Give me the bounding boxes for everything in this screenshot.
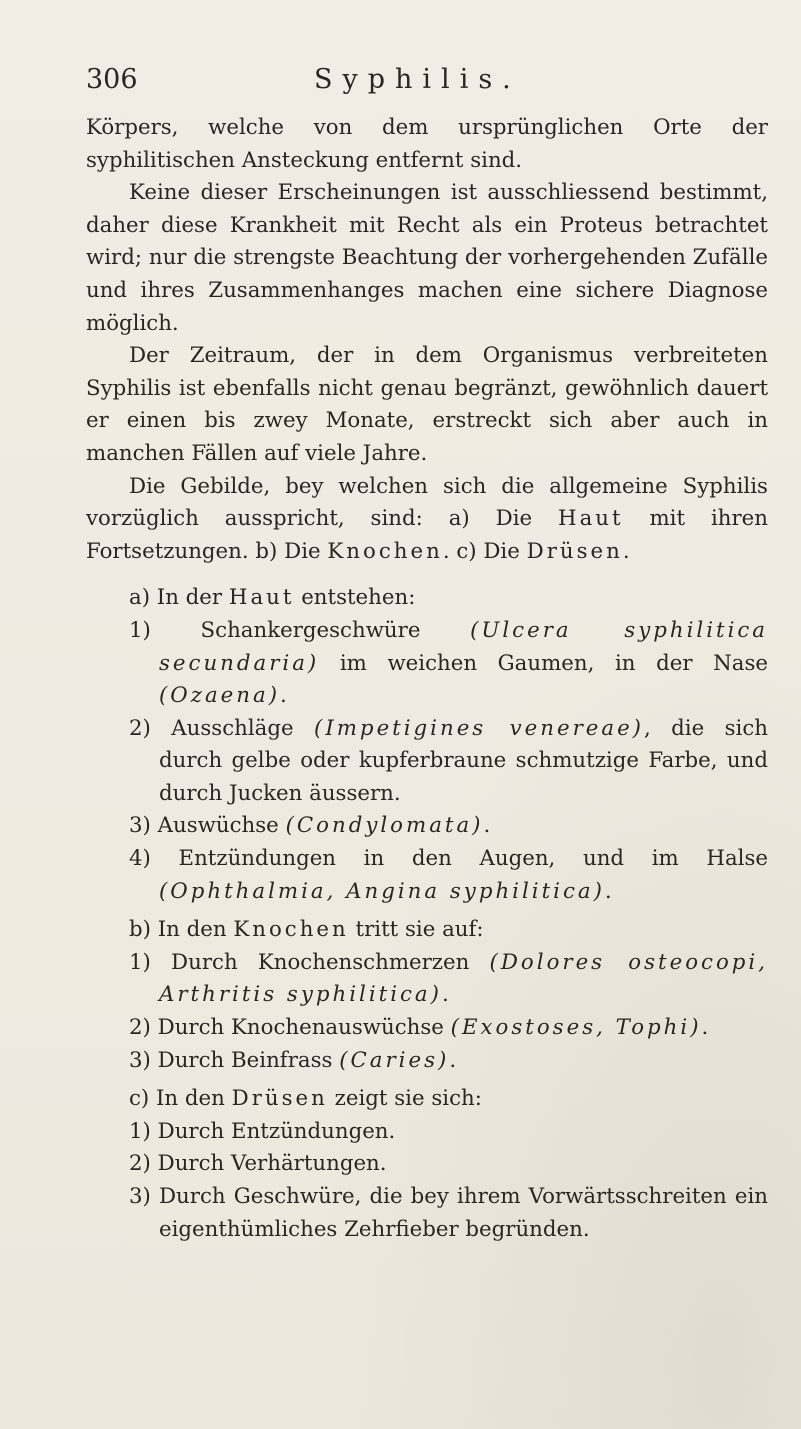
section-glands-heading [86, 1083, 768, 1116]
tissues-text-b: mit ihren Fortsetzungen. b) Die [86, 506, 768, 564]
page-number: 306 [86, 64, 138, 95]
body-text [86, 112, 768, 1246]
item-number: 3) [129, 1184, 151, 1209]
section-glands-list [86, 1116, 768, 1246]
section-skin-heading [86, 582, 768, 615]
section-skin-heading-word: Haut [228, 585, 295, 611]
item-text: Durch Beinfrass [157, 1047, 340, 1073]
item-latin: (Ulcera syphilitica secundaria) [159, 617, 768, 676]
tissues-text-a: Die Gebilde, bey welchen sich die allgemeine Syphilis vorzüglich ausspricht, sind: a) Die [86, 473, 768, 532]
paragraph-diagnosis: Keine dieser Erscheinungen ist ausschliessend bestimmt, daher diese Krankheit mit Recht als ein Proteus betrachtet wird; nur die strengste Beachtung der vorhergehenden Zufälle und ihres Zusammenhanges machen eine sichere Diagnose möglich. [86, 180, 768, 336]
item-text: Entzündungen in den Augen, und im Halse [178, 846, 768, 872]
item-number: 1) [129, 617, 151, 643]
list-item [129, 1045, 768, 1078]
item-text: Auswüchse [157, 813, 286, 839]
section-glands-heading-pre: c) In den [129, 1086, 232, 1112]
item-latin: (Dolores osteocopi, Arthritis syphilitica) [159, 949, 768, 1008]
item-latin: (Exostoses, Tophi) [450, 1015, 702, 1041]
list-item [129, 810, 768, 843]
tissue-bones: Knochen [327, 538, 443, 564]
item-text: Durch Knochenschmerzen [171, 949, 490, 975]
item-text: Durch Verhärtungen. [157, 1151, 387, 1177]
section-bones-heading-post: tritt sie auf: [348, 917, 484, 943]
section-bones-heading-word: Knochen [233, 917, 349, 943]
item-text-post: im weichen Gaumen, in der Nase [319, 650, 768, 676]
item-number: 1) [129, 1118, 151, 1144]
list-item [129, 1116, 768, 1149]
item-text: Schankergeschwüre [200, 617, 471, 643]
tissue-glands: Drüsen [526, 538, 623, 564]
paragraph-continuation: Körpers, welche von dem ursprünglichen Orte der syphilitischen Ansteckung entfernt sind. [86, 115, 768, 173]
list-item [129, 615, 768, 713]
section-glands-heading-post: zeigt sie sich: [327, 1086, 482, 1112]
page-header [86, 64, 741, 104]
section-skin-heading-pre: a) In der [129, 585, 229, 611]
item-number: 2) [129, 715, 151, 741]
item-text-post: . [604, 878, 612, 904]
item-number: 3) [129, 813, 151, 839]
paragraph-tissues [86, 471, 768, 569]
item-number: 3) [129, 1047, 151, 1073]
section-skin-heading-post: entstehen: [294, 585, 416, 611]
paragraph-duration: Der Zeitraum, der in dem Organismus verbreiteten Syphilis ist ebenfalls nicht genau begränzt, gewöhnlich dauert er einen bis zwey Monate, erstreckt sich aber auch in manchen Fällen auf viele Jahre. [86, 343, 768, 466]
item-text: Durch Entzündungen. [157, 1118, 396, 1144]
running-title: Syphilis. [314, 64, 521, 95]
item-text-post: . [441, 982, 449, 1008]
list-item [129, 1012, 768, 1045]
section-skin-list [86, 615, 768, 908]
section-bones-heading [86, 914, 768, 947]
item-latin: (Condylomata) [285, 813, 484, 839]
tissues-text-end: . [622, 538, 630, 564]
item-latin: (Caries) [339, 1047, 450, 1073]
item-text: Ausschläge [171, 715, 315, 741]
item-latin-2: (Ozaena) [159, 683, 281, 709]
item-number: 4) [129, 846, 151, 872]
item-number: 1) [129, 949, 151, 975]
list-item [129, 843, 768, 908]
item-text-post: . [449, 1047, 457, 1073]
item-text-post: . [483, 813, 491, 839]
list-item [129, 1181, 768, 1246]
section-bones-list [86, 947, 768, 1077]
item-number: 2) [129, 1151, 151, 1177]
section-bones-heading-pre: b) In den [129, 917, 234, 943]
item-number: 2) [129, 1015, 151, 1041]
item-latin: (Impetigines venereae) [314, 715, 644, 741]
tissue-skin: Haut [558, 506, 624, 532]
item-text-post: , die sich durch gelbe oder kupferbraune schmutzige Farbe, und durch Jucken äussern. [159, 715, 768, 806]
item-text-post: . [701, 1015, 709, 1041]
item-end: . [280, 683, 287, 709]
item-text: Durch Geschwüre, die bey ihrem Vorwärtsschreiten ein eigenthümliches Zehrfieber begründen. [158, 1184, 768, 1242]
list-item [129, 947, 768, 1012]
item-text: Durch Knochenauswüchse [157, 1015, 451, 1041]
section-glands-heading-word: Drüsen [231, 1086, 328, 1112]
tissues-text-c: . c) Die [442, 538, 527, 564]
list-item [129, 1148, 768, 1181]
item-latin: (Ophthalmia, Angina syphilitica) [159, 878, 605, 904]
list-item [129, 713, 768, 811]
